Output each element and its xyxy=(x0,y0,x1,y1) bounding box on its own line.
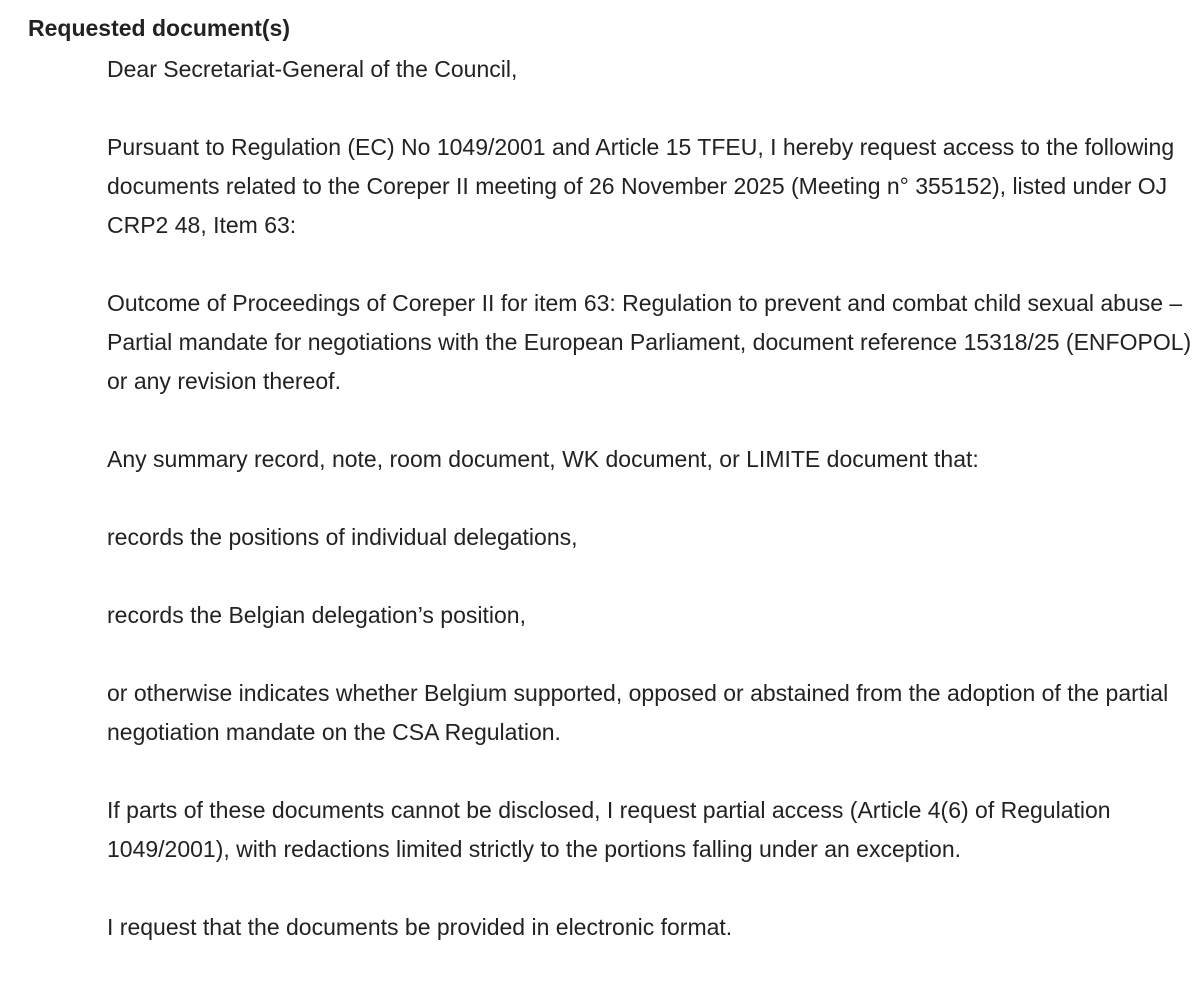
requested-item-outcome: Outcome of Proceedings of Coreper II for item 63: Regulation to prevent and combat child sexual abuse – Partial mandate for negotiations with the European Parliament, document reference 15318/25 (ENFOPOL) or any revision thereof. xyxy=(107,290,1192,394)
request-letter-body xyxy=(107,50,1192,986)
partial-access-paragraph: If parts of these documents cannot be disclosed, I request partial access (Article 4(6) of Regulation 1049/2001), with redactions limited strictly to the portions falling under an exception. xyxy=(107,797,1111,862)
requested-item-summary: Any summary record, note, room document, WK document, or LIMITE document that: xyxy=(107,446,979,472)
intro-paragraph: Pursuant to Regulation (EC) No 1049/2001 and Article 15 TFEU, I hereby request access to the following documents related to the Coreper II meeting of 26 November 2025 (Meeting n° 355152), listed under OJ CRP2 48, Item 63: xyxy=(107,134,1175,238)
salutation: Dear Secretariat-General of the Council, xyxy=(107,56,518,82)
section-heading: Requested document(s) xyxy=(28,15,290,41)
criterion-belgian-position: records the Belgian delegation’s position, xyxy=(107,602,526,628)
criterion-delegation-positions: records the positions of individual delegations, xyxy=(107,524,578,550)
format-request-paragraph: I request that the documents be provided in electronic format. xyxy=(107,914,733,940)
criterion-belgium-vote: or otherwise indicates whether Belgium supported, opposed or abstained from the adoption of the partial negotiation mandate on the CSA Regulation. xyxy=(107,680,1169,745)
